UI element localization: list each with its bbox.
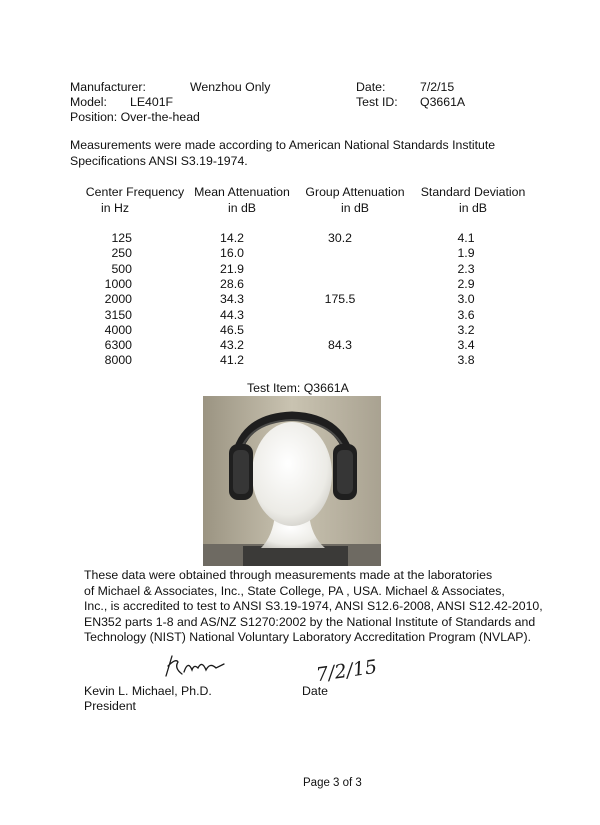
mean-attenuation-cell: 21.9 xyxy=(220,261,244,276)
header-line: in dB xyxy=(458,200,488,215)
closing-line: of Michael & Associates, Inc., State College, PA , USA. Michael & Associates, xyxy=(84,583,505,598)
frequency-cell: 6300 xyxy=(104,338,132,353)
model-label: Model: xyxy=(70,95,107,109)
mean-attenuation-cell: 14.2 xyxy=(220,231,244,245)
frequency-cell: 250 xyxy=(111,246,132,261)
mean-attenuation-cell: 46.5 xyxy=(220,322,244,337)
header-mean-attenuation xyxy=(188,185,296,216)
frequency-cell: 2000 xyxy=(104,292,132,307)
page-number: Page 3 of 3 xyxy=(303,777,362,789)
header-line: Center Frequency xyxy=(85,185,185,199)
signature xyxy=(158,652,230,682)
closing-line: Technology (NIST) National Voluntary Laboratory Accreditation Program (NVLAP). xyxy=(84,630,531,644)
closing-paragraph xyxy=(84,568,543,646)
closing-line: EN352 parts 1-8 and AS/NZ S1270:2002 by the National Institute of Standards and xyxy=(84,614,536,629)
header-center-frequency xyxy=(80,185,190,216)
handwritten-date: 7/2/15 xyxy=(314,655,379,687)
intro-paragraph xyxy=(70,138,495,169)
standard-deviation-cell: 2.3 xyxy=(457,261,475,276)
signer-title: President xyxy=(84,699,136,713)
frequency-cell: 125 xyxy=(111,231,132,245)
standard-deviation-cell: 2.9 xyxy=(457,276,475,291)
test-item-caption: Test Item: Q3661A xyxy=(247,381,349,395)
closing-line: Inc., is accredited to test to ANSI S3.19-1974, ANSI S12.6-2008, ANSI S12.42-2010, xyxy=(84,599,543,613)
mean-attenuation-cell: 44.3 xyxy=(220,307,244,322)
test-id-label: Test ID: xyxy=(356,95,398,109)
intro-line: Specifications ANSI S3.19-1974. xyxy=(70,153,248,168)
standard-deviation-cell: 3.2 xyxy=(457,322,475,337)
header-line: in Hz xyxy=(101,200,130,215)
header-line: Mean Attenuation xyxy=(194,185,290,199)
test-item-photo xyxy=(203,396,381,566)
header-standard-deviation xyxy=(414,185,532,216)
standard-deviation-cell: 3.6 xyxy=(457,307,475,322)
standard-deviation-cell: 1.9 xyxy=(457,246,475,261)
closing-line: These data were obtained through measurements made at the laboratories xyxy=(84,568,493,582)
date-value: 7/2/15 xyxy=(420,80,455,94)
date-label: Date: xyxy=(356,80,386,94)
frequency-cell: 4000 xyxy=(104,322,132,337)
model-value: LE401F xyxy=(130,95,174,109)
frequency-cell: 3150 xyxy=(104,307,132,322)
manufacturer-value: Wenzhou Only xyxy=(190,80,271,94)
mean-attenuation-cell: 41.2 xyxy=(220,353,244,368)
header-line: in dB xyxy=(227,200,257,215)
mean-attenuation-cell: 16.0 xyxy=(220,246,244,261)
position-field xyxy=(70,110,200,125)
group-attenuation-cell: 84.3 xyxy=(328,338,352,353)
frequency-cell: 1000 xyxy=(104,276,132,291)
header-line: Standard Deviation xyxy=(420,185,526,199)
group-attenuation-cell: 175.5 xyxy=(324,292,356,307)
date-caption: Date xyxy=(302,684,328,698)
manufacturer-label: Manufacturer: xyxy=(70,80,146,94)
test-id-value: Q3661A xyxy=(420,95,466,109)
standard-deviation-cell: 3.0 xyxy=(457,292,475,307)
standard-deviation-cell: 4.1 xyxy=(457,231,475,245)
header-line: Group Attenuation xyxy=(305,185,405,199)
position-value: Over-the-head xyxy=(120,110,200,124)
standard-deviation-cell: 3.8 xyxy=(457,353,475,368)
header-group-attenuation xyxy=(298,185,412,216)
signer-name: Kevin L. Michael, Ph.D. xyxy=(84,684,212,698)
mean-attenuation-cell: 43.2 xyxy=(220,338,244,353)
frequency-cell: 8000 xyxy=(104,353,132,368)
header-line: in dB xyxy=(340,200,370,215)
group-attenuation-cell: 30.2 xyxy=(328,231,352,245)
mean-attenuation-cell: 28.6 xyxy=(220,276,244,291)
position-label: Position: xyxy=(70,110,118,124)
frequency-cell: 500 xyxy=(111,261,132,276)
intro-line: Measurements were made according to American National Standards Institute xyxy=(70,138,496,152)
mean-attenuation-cell: 34.3 xyxy=(220,292,244,307)
standard-deviation-cell: 3.4 xyxy=(457,338,475,353)
